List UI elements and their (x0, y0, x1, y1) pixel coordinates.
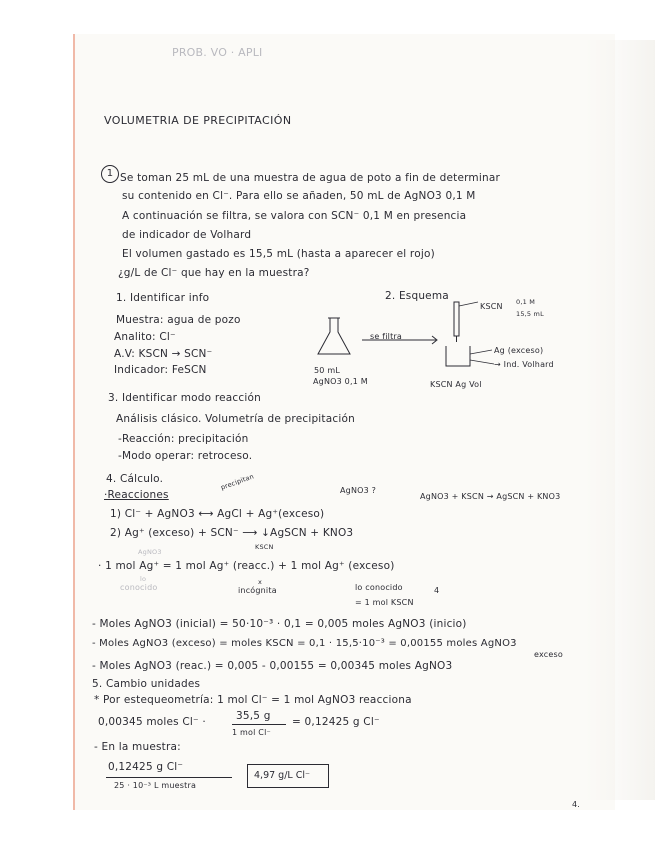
bleed-through-shadow (585, 40, 655, 800)
problem-line-4: de indicador de Volhard (122, 229, 252, 241)
burette-concentration: 0,1 M (516, 298, 536, 306)
problem-line-2: su contenido en Cl⁻. Para ello se añaden, 50 mL de AgNO3 0,1 M (122, 190, 476, 202)
problem-line-5: El volumen gastado es 15,5 mL (hasta a aparecer el rojo) (122, 248, 435, 260)
problem-number: 1 (101, 165, 119, 183)
beaker-label-excess: Ag (exceso) (494, 346, 544, 355)
mol-conocido: conocido (120, 583, 158, 592)
step1-title: 1. Identificar info (116, 292, 210, 304)
burette-volume: 15,5 mL (516, 310, 544, 318)
step1-line-4: Indicador: FeSCN (114, 364, 207, 376)
step1-line-1: Muestra: agua de pozo (116, 314, 241, 326)
calc-left: 0,00345 moles Cl⁻ · (98, 716, 206, 728)
step3-line-1: Análisis clásico. Volumetría de precipitación (116, 413, 355, 425)
side-reaction: AgNO3 + KSCN → AgSCN + KNO3 (420, 492, 561, 501)
mol-balance: · 1 mol Ag⁺ = 1 mol Ag⁺ (reacc.) + 1 mol Ag⁺ (exceso) (98, 560, 395, 572)
page-number: 4. (572, 800, 581, 809)
mol-kscn-eq: = 1 mol KSCN (355, 598, 414, 607)
step3-title: 3. Identificar modo reacción (108, 392, 261, 404)
calc-fraction-bar (232, 724, 286, 725)
step1-line-3: A.V: KSCN → SCN⁻ (114, 348, 213, 360)
step3-line-3: -Modo operar: retroceso. (118, 450, 253, 462)
mol-lo: lo (140, 575, 147, 583)
reaction-1: 1) Cl⁻ + AgNO3 ⟷ AgCl + Ag⁺(exceso) (110, 508, 325, 520)
flask-icon (318, 318, 350, 354)
final-fraction-bar (106, 777, 232, 778)
step4-title: 4. Cálculo. (106, 473, 164, 485)
moles-reacted: - Moles AgNO3 (reac.) = 0,005 - 0,00155 = 0,00345 moles AgNO3 (92, 660, 453, 672)
burette-label: KSCN (480, 302, 503, 311)
annot-precipitan: precipitan (219, 472, 255, 492)
mol-incognita: incógnita (238, 586, 277, 595)
problem-line-6: ¿g/L de Cl⁻ que hay en la muestra? (118, 267, 310, 279)
burette-icon (454, 302, 459, 336)
final-fraction-denominator: 25 · 10⁻³ L muestra (114, 781, 197, 790)
mol-conocido-2: lo conocido (355, 583, 403, 592)
step2-title: 2. Esquema (385, 290, 449, 302)
faint-title: PROB. VO · APLI (172, 46, 263, 59)
beaker-icon (446, 346, 470, 366)
filter-label: se filtra (370, 332, 403, 341)
calc-numerator: 35,5 g (236, 710, 271, 722)
problem-line-3: A continuación se filtra, se valora con SCN⁻ 0,1 M en presencia (122, 210, 467, 222)
reactions-label: ·Reacciones (104, 489, 169, 501)
mol-x: x (258, 578, 263, 586)
exceso-tag: exceso (534, 650, 563, 659)
flask-label-volume: 50 mL (314, 366, 340, 375)
mol-agno3-note: AgNO3 (138, 548, 162, 556)
page-heading: VOLUMETRIA DE PRECIPITACIÓN (104, 114, 292, 127)
calc-denominator: 1 mol Cl⁻ (232, 728, 271, 737)
answer-box (247, 764, 329, 788)
problem-line-1: Se toman 25 mL de una muestra de agua de poto a fin de determinar (120, 172, 500, 184)
moles-excess: - Moles AgNO3 (exceso) = moles KSCN = 0,1 · 15,5·10⁻³ = 0,00155 moles AgNO3 (92, 638, 517, 649)
annot-agno3: AgNO3 ? (340, 486, 377, 495)
beaker-bottom-label: KSCN Ag Vol (430, 380, 482, 389)
muestra-label: - En la muestra: (94, 741, 181, 753)
mol-four: 4 (434, 586, 440, 595)
reaction-2: 2) Ag⁺ (exceso) + SCN⁻ ⟶ ↓AgSCN + KNO3 (110, 527, 354, 539)
moles-initial: - Moles AgNO3 (inicial) = 50·10⁻³ · 0,1 = 0,005 moles AgNO3 (inicio) (92, 618, 467, 630)
flask-label-reagent: AgNO3 0,1 M (313, 377, 368, 386)
step3-line-2: -Reacción: precipitación (118, 433, 249, 445)
final-fraction-numerator: 0,12425 g Cl⁻ (108, 761, 184, 773)
beaker-label-indicator: → Ind. Volhard (494, 360, 554, 369)
reaction-2-under: KSCN (255, 543, 274, 551)
step1-line-2: Analito: Cl⁻ (114, 331, 176, 343)
answer-value: 4,97 g/L Cl⁻ (254, 770, 311, 781)
calc-result: = 0,12425 g Cl⁻ (292, 716, 380, 728)
step5-title: 5. Cambio unidades (92, 678, 201, 690)
stoichiometry-line: * Por estequeometría: 1 mol Cl⁻ = 1 mol AgNO3 reacciona (94, 694, 412, 706)
